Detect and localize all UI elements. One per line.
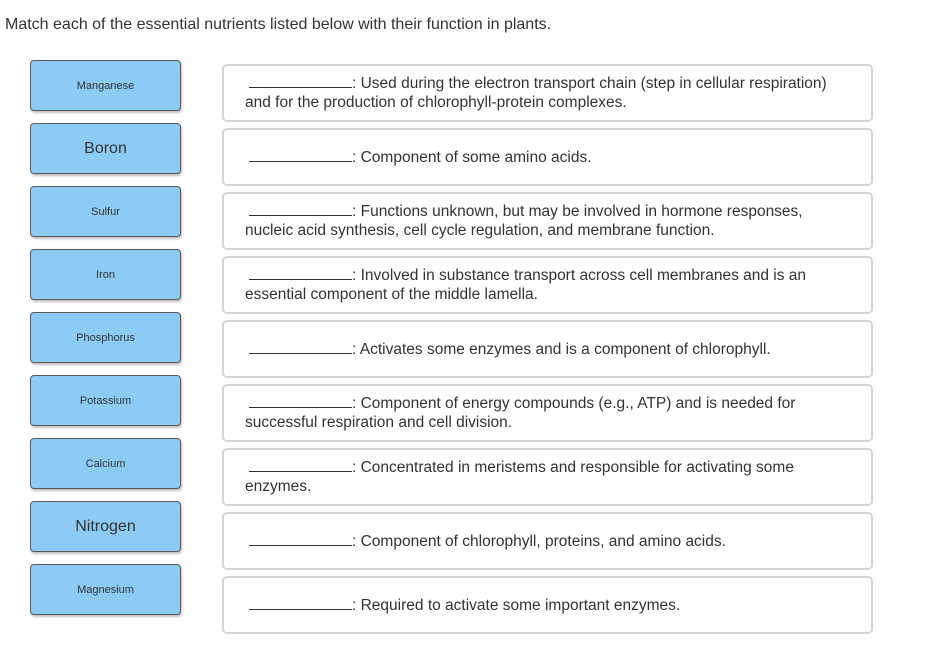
function-text: : Concentrated in meristems and responsible for activating some enzymes. [245, 459, 794, 495]
function-targets-list [222, 64, 873, 640]
drop-target-2[interactable] [222, 128, 873, 186]
choice-magnesium[interactable] [30, 564, 181, 615]
answer-blank[interactable] [249, 148, 352, 162]
drop-target-9[interactable] [222, 576, 873, 634]
choice-potassium[interactable] [30, 375, 181, 426]
drop-target-4[interactable] [222, 256, 873, 314]
target-statement [245, 74, 851, 112]
choice-manganese[interactable] [30, 60, 181, 111]
choice-label: Manganese [76, 79, 135, 92]
choice-label: Nitrogen [75, 517, 136, 535]
function-text: : Involved in substance transport across cell membranes and is an essential component of the middle lamella. [245, 267, 807, 303]
drop-target-7[interactable] [222, 448, 873, 506]
answer-blank[interactable] [249, 458, 352, 472]
function-text: : Component of some amino acids. [352, 148, 592, 166]
answer-blank[interactable] [249, 74, 352, 88]
drop-target-5[interactable] [222, 320, 873, 378]
answer-blank[interactable] [249, 532, 352, 546]
answer-blank[interactable] [249, 394, 352, 408]
answer-blank[interactable] [249, 596, 352, 610]
answer-blank[interactable] [249, 340, 352, 354]
drop-target-6[interactable] [222, 384, 873, 442]
choice-label: Phosphorus [76, 331, 135, 344]
drop-target-1[interactable] [222, 64, 873, 122]
answer-blank[interactable] [249, 266, 352, 280]
choice-label: Iron [96, 268, 115, 281]
choice-label: Boron [84, 139, 127, 157]
target-statement [245, 394, 851, 432]
choice-label: Calcium [85, 457, 126, 470]
answer-blank[interactable] [249, 202, 352, 216]
drop-target-8[interactable] [222, 512, 873, 570]
choice-boron[interactable] [30, 123, 181, 174]
function-text: : Activates some enzymes and is a component of chlorophyll. [352, 340, 771, 358]
choice-label: Sulfur [91, 205, 120, 218]
function-text: : Used during the electron transport chain (step in cellular respiration) and for the production of chlorophyll-protein complexes. [245, 75, 827, 111]
choice-nitrogen[interactable] [30, 501, 181, 552]
target-statement [245, 340, 771, 359]
target-statement [245, 202, 851, 240]
target-statement [245, 596, 680, 615]
question-instructions: Match each of the essential nutrients listed below with their function in plants. [5, 16, 552, 33]
choice-label: Potassium [79, 394, 132, 407]
choice-calcium[interactable] [30, 438, 181, 489]
drop-target-3[interactable] [222, 192, 873, 250]
choice-label: Magnesium [77, 583, 134, 596]
choice-phosphorus[interactable] [30, 312, 181, 363]
choice-iron[interactable] [30, 249, 181, 300]
nutrient-choices-list [30, 60, 181, 627]
function-text: : Required to activate some important enzymes. [352, 596, 681, 614]
choice-sulfur[interactable] [30, 186, 181, 237]
target-statement [245, 266, 851, 304]
target-statement [245, 148, 592, 167]
function-text: : Functions unknown, but may be involved in hormone responses, nucleic acid synthesis, cell cycle regulation, and membrane function. [245, 203, 803, 239]
target-statement [245, 532, 726, 551]
function-text: : Component of chlorophyll, proteins, and amino acids. [352, 532, 726, 550]
target-statement [245, 458, 851, 496]
function-text: : Component of energy compounds (e.g., ATP) and is needed for successful respiration and cell division. [245, 395, 796, 431]
